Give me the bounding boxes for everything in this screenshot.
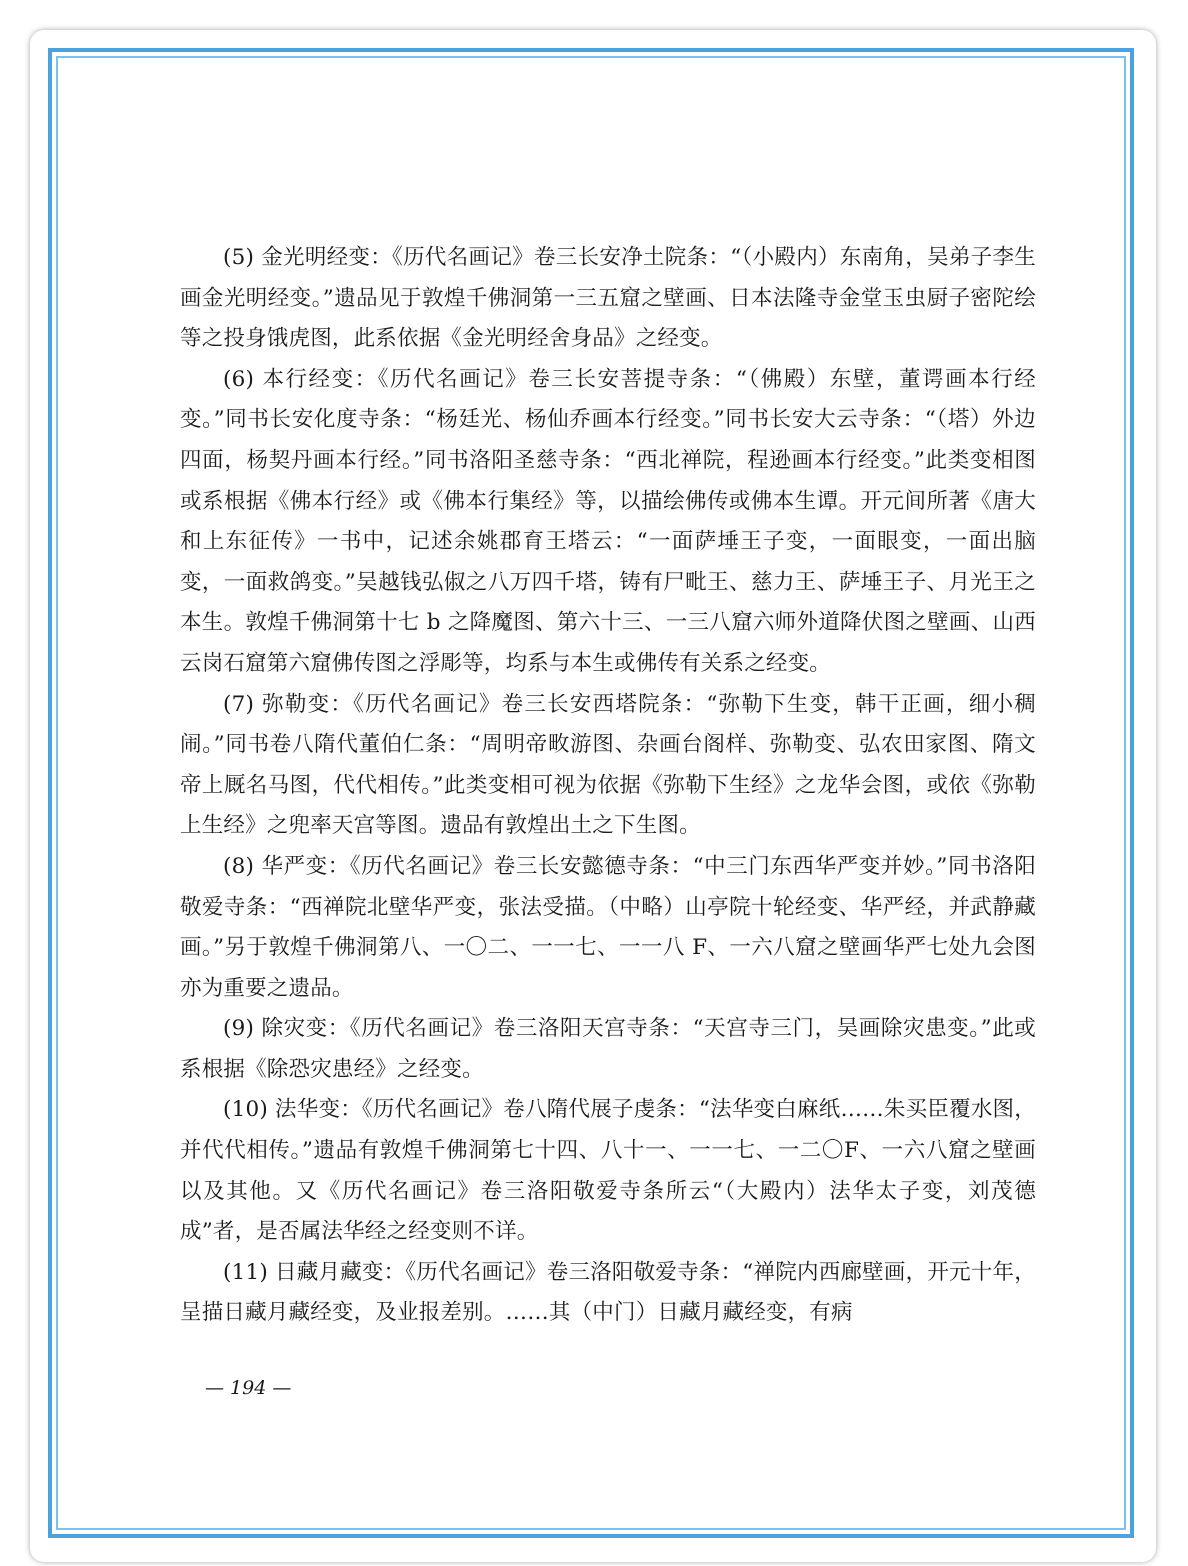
document-page-body — [180, 238, 1036, 1398]
paragraph-jinguangming: (5) 金光明经变：《历代名画记》卷三长安净土院条：“（小殿内）东南角，吴弟子李生画金光明经变。”遗品见于敦煌千佛洞第一三五窟之壁画、日本法隆寺金堂玉虫厨子密陀绘等之投身饿虎图，此系依据《金光明经舍身品》之经变。 — [180, 245, 1036, 352]
paragraph-chuzai: (9) 除灾变：《历代名画记》卷三洛阳天宫寺条：“天宫寺三门，吴画除灾患变。”此或系根据《除恐灾患经》之经变。 — [180, 1016, 1036, 1082]
paragraph-mile: (7) 弥勒变：《历代名画记》卷三长安西塔院条：“弥勒下生变，韩干正画，细小稠闹。”同书卷八隋代董伯仁条：“周明帝畋游图、杂画台阁样、弥勒变、弘农田家图、隋文帝上厩名马图，代代相传。”此类变相可视为依据《弥勒下生经》之龙华会图，或依《弥勒上生经》之兜率天宫等图。遗品有敦煌出土之下生图。 — [180, 691, 1036, 839]
paragraph-huayan: (8) 华严变：《历代名画记》卷三长安懿德寺条：“中三门东西华严变并妙。”同书洛阳敬爱寺条：“西禅院北壁华严变，张法受描。（中略）山亭院十轮经变、华严经，并武静藏画。”另于敦煌千佛洞第八、一〇二、一一七、一一八 F、一六八窟之壁画华严七处九会图亦为重要之遗品。 — [180, 853, 1036, 1001]
paragraph-fahua: (10) 法华变：《历代名画记》卷八隋代展子虔条：“法华变白麻纸……朱买臣覆水图，并代代相传。”遗品有敦煌千佛洞第七十四、八十一、一一七、一二〇F、一六八窟之壁画以及其他。又《历代名画记》卷三洛阳敬爱寺条所云“（大殿内）法华太子变，刘茂德成”者，是否属法华经之经变则不详。 — [180, 1097, 1036, 1245]
paragraph-rizang-yuezang: (11) 日藏月藏变：《历代名画记》卷三洛阳敬爱寺条：“禅院内西廊壁画，开元十年，呈描日藏月藏经变，及业报差别。……其（中门）日藏月藏经变，有病 — [180, 1259, 1036, 1326]
paragraph-benxing: (6) 本行经变：《历代名画记》卷三长安菩提寺条：“（佛殿）东壁，董谔画本行经变。”同书长安化度寺条：“杨廷光、杨仙乔画本行经变。”同书长安大云寺条：“（塔）外边四面，杨契丹画本行经。”同书洛阳圣慈寺条：“西北禅院，程逊画本行经变。”此类变相图或系根据《佛本行经》或《佛本行集经》等，以描绘佛传或佛本生谭。开元间所著《唐大和上东征传》一书中，记述余姚郡育王塔云：“一面萨埵王子变，一面眼变，一面出脑变，一面救鸽变。”吴越钱弘俶之八万四千塔，铸有尸毗王、慈力王、萨埵王子、月光王之本生。敦煌千佛洞第十七 b 之降魔图、第六十三、一三八窟六师外道降伏图之壁画、山西云岗石窟第六窟佛传图之浮彫等，均系与本生或佛传有关系之经变。 — [180, 366, 1036, 676]
page-number: — 194 — — [205, 1377, 292, 1399]
